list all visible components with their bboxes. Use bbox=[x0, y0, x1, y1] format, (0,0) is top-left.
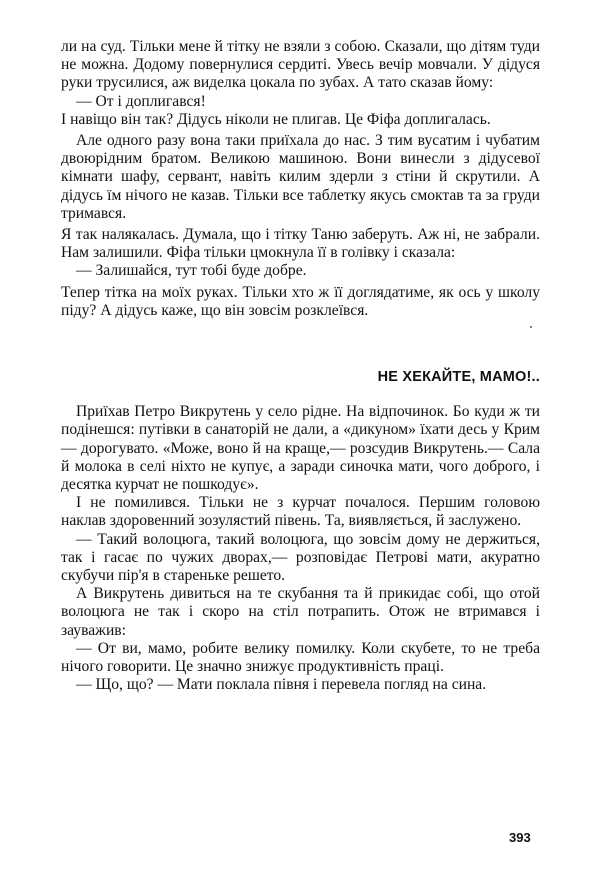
paragraph: Я так налякалась. Думала, що і тітку Таню заберуть. Аж ні, не забрали. Нам залишили. Фіфа тільки цмокнула її в голівку і сказала: bbox=[61, 226, 540, 262]
page-number: 393 bbox=[509, 830, 531, 845]
paragraph: ли на суд. Тільки мене й тітку не взяли з собою. Сказали, що дітям туди не можна. Додому повернулися сердиті. Увесь вечір мовчали. У дідуся руки трусилися, аж виделка цокала по зубах. А тато сказав йому: bbox=[61, 38, 540, 92]
dialogue-line: — Такий волоцюга, такий волоцюга, що зовсім дому не держиться, так і гасає по чужих дворах,— розповідає Петрові мати, акуратно скубучи пір'я в старенькe решето. bbox=[61, 530, 540, 585]
print-speck bbox=[530, 326, 532, 328]
dialogue-line: — От і доплигався! bbox=[76, 92, 206, 110]
section-title: НЕ ХЕКАЙТЕ, МАМО!.. bbox=[377, 369, 540, 386]
section-break bbox=[61, 320, 540, 368]
dialogue-line: — Що, що? — Мати поклала півня і перевела погляд на сина. bbox=[76, 676, 487, 694]
text-column bbox=[61, 38, 540, 695]
dialogue-line: — Залишайся, тут тобі буде добре. bbox=[76, 262, 307, 280]
paragraph: Але одного разу вона таки приїхала до нас. З тим вусатим і чубатим двоюрідним братом. Великою машиною. Вони винесли з дідусевої кімнати шафу, сервант, навіть килим здерли з стіни й скрутили. А дідусь їм нічого не казав. Тільки все таблетку якусь смоктав та за груди тримався. bbox=[61, 132, 540, 222]
paragraph: Тепер тітка на моїх руках. Тільки хто ж її доглядатиме, як ось у школу піду? А дідусь каже, що він зовсім розклеївся. bbox=[61, 283, 540, 319]
paragraph: Приїхав Петро Викрутень у село рідне. На відпочинок. Бо куди ж ти подінешся: путівки в санаторій не дали, а «дикуном» їхати десь у Крим — дорогувато. «Може, воно й на краще,— розсудив Викрутень.— Сала й молока в селі ніхто не купує, а заради синочка мати, чого доброго, і десятка курчат не пошкодує». bbox=[61, 403, 540, 494]
paragraph: І не помилився. Тільки не з курчат почалося. Першим головою наклав здоровенний зозулястий півень. Та, виявляється, й заслужено. bbox=[61, 494, 540, 530]
paragraph: А Викрутень дивиться на те скубання та й прикидає собі, що отой волоцюга не так і скоро на стіл потрапить. Отож не втримався і зауважив: bbox=[61, 585, 540, 639]
paragraph: І навіщо він так? Дідусь ніколи не плигав. Це Фіфа доплигалась. bbox=[61, 110, 491, 128]
dialogue-line: — От ви, мамо, робите велику помилку. Коли скубете, то не треба нічого говорити. Це значно знижує продуктивність праці. bbox=[61, 639, 540, 676]
